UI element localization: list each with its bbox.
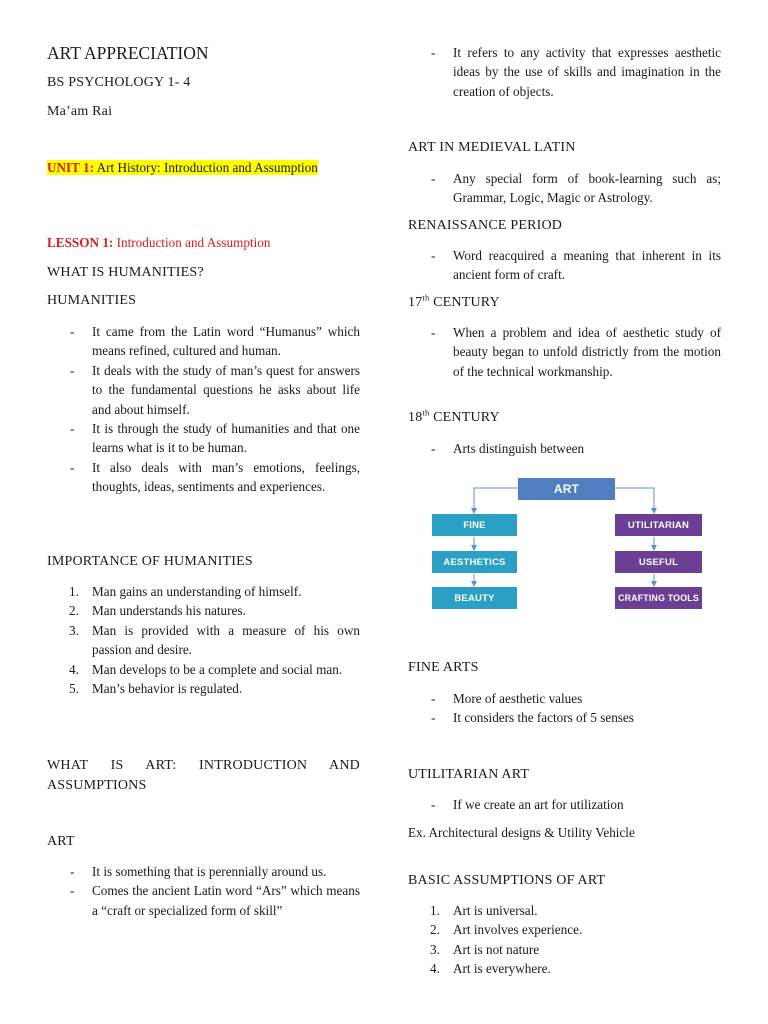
list-item: - It is through the study of humanities and that one learns what is it to be human. bbox=[70, 421, 360, 456]
list-item: - It refers to any activity that expresses aesthetic ideas by the use of skills and imagination in the creation of objects. bbox=[431, 45, 721, 99]
unit-heading bbox=[47, 158, 360, 177]
renaissance-list bbox=[408, 246, 721, 285]
list-item: - When a problem and idea of aesthetic study of beauty began to unfold districtly from the motion of the technical workmanship. bbox=[431, 325, 721, 379]
list-item: 5. Man’s behavior is regulated. bbox=[69, 681, 243, 697]
list-item: 4. Man develops to be a complete and social man. bbox=[69, 661, 343, 677]
diagram-utilitarian-node: UTILITARIAN bbox=[615, 514, 702, 536]
list-item: - Comes the ancient Latin word “Ars” which means a “craft or specialized form of skill” bbox=[70, 883, 360, 918]
century-18-heading: 18th CENTURY bbox=[408, 407, 500, 425]
utilitarian-list bbox=[408, 795, 721, 814]
diagram-beauty-node: BEAUTY bbox=[432, 587, 517, 609]
list-item: - If we create an art for utilization bbox=[431, 797, 624, 812]
list-item: - It also deals with man’s emotions, feelings, thoughts, ideas, sentiments and experiences. bbox=[70, 459, 360, 495]
list-item: - It is something that is perennially around us. bbox=[70, 864, 327, 879]
art-list bbox=[47, 862, 360, 920]
diagram-fine-node: FINE bbox=[432, 514, 517, 536]
unit-text: Art History: Introduction and Assumption bbox=[94, 160, 318, 175]
list-item: - Any special form of book-learning such as; Grammar, Logic, Magic or Astrology. bbox=[431, 171, 721, 206]
renaissance-heading: RENAISSANCE PERIOD bbox=[408, 218, 563, 233]
list-item: - It considers the factors of 5 senses bbox=[431, 710, 634, 726]
assumptions-heading: BASIC ASSUMPTIONS OF ART bbox=[408, 873, 606, 888]
diagram-art-node: ART bbox=[518, 478, 615, 500]
century-18-list bbox=[408, 439, 721, 458]
diagram-aesthetics-node: AESTHETICS bbox=[432, 551, 517, 573]
list-item: 2. Art involves experience. bbox=[430, 922, 583, 938]
art-continued-list bbox=[408, 43, 721, 101]
what-is-humanities-heading: WHAT IS HUMANITIES? bbox=[47, 265, 204, 280]
diagram-crafting-tools-node: CRAFTING TOOLS bbox=[615, 587, 702, 609]
unit-label: UNIT 1: bbox=[47, 160, 95, 175]
list-item: 1. Art is universal. bbox=[430, 903, 538, 918]
course-label: BS PSYCHOLOGY 1- 4 bbox=[47, 75, 191, 90]
what-is-art-heading: WHAT IS ART: INTRODUCTION AND ASSUMPTIONS bbox=[47, 758, 360, 793]
assumptions-list bbox=[408, 901, 721, 979]
list-item: 4. Art is everywhere. bbox=[430, 961, 551, 977]
list-item: - More of aesthetic values bbox=[431, 691, 583, 706]
instructor-label: Ma’am Rai bbox=[47, 104, 113, 119]
utilitarian-example: Ex. Architectural designs & Utility Vehicle bbox=[408, 825, 635, 840]
list-item: 3. Man is provided with a measure of his own passion and desire. bbox=[69, 622, 360, 658]
lesson-text: Introduction and Assumption bbox=[113, 235, 271, 250]
list-item: - Word reacquired a meaning that inherent in its ancient form of craft. bbox=[431, 248, 721, 283]
list-item: - Arts distinguish between bbox=[431, 441, 585, 456]
utilitarian-heading: UTILITARIAN ART bbox=[408, 767, 530, 782]
list-item: 2. Man understands his natures. bbox=[69, 603, 246, 619]
list-item: 3. Art is not nature bbox=[430, 941, 540, 957]
diagram-useful-node: USEFUL bbox=[615, 551, 702, 573]
fine-arts-heading: FINE ARTS bbox=[408, 660, 479, 675]
lesson-label: LESSON 1: bbox=[47, 235, 114, 250]
art-heading: ART bbox=[47, 834, 75, 849]
century-17-list bbox=[408, 323, 721, 381]
importance-list bbox=[47, 582, 360, 698]
lesson-heading bbox=[47, 235, 360, 251]
list-item: - It came from the Latin word “Humanus” which means refined, cultured and human. bbox=[70, 324, 360, 359]
document-title: ART APPRECIATION bbox=[47, 43, 209, 63]
list-item: 1. Man gains an understanding of himself. bbox=[69, 584, 302, 599]
century-17-heading: 17th CENTURY bbox=[408, 292, 500, 310]
list-item: - It deals with the study of man’s quest for answers to the fundamental questions he asks about life and about himself. bbox=[70, 362, 360, 417]
medieval-list bbox=[408, 169, 721, 208]
art-classification-diagram bbox=[408, 474, 721, 618]
medieval-heading: ART IN MEDIEVAL LATIN bbox=[408, 140, 576, 155]
humanities-heading: HUMANITIES bbox=[47, 293, 137, 308]
importance-heading: IMPORTANCE OF HUMANITIES bbox=[47, 554, 253, 569]
humanities-list bbox=[47, 322, 360, 497]
fine-arts-list bbox=[408, 689, 721, 728]
